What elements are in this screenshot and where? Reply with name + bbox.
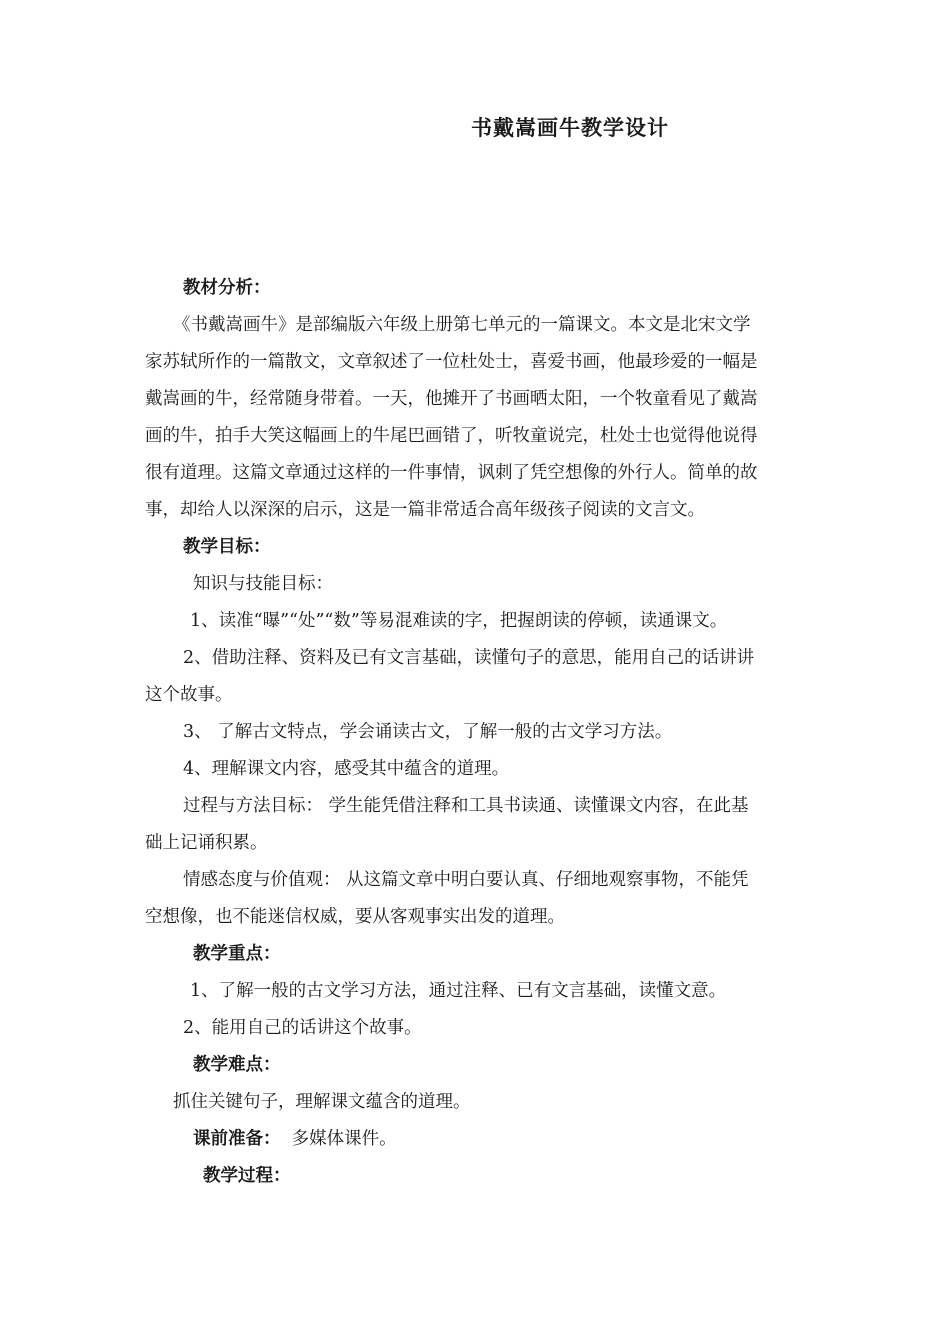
section-heading-goals: 教学目标： <box>183 537 271 557</box>
goal-item-4: 4、理解课文内容，感受其中蕴含的道理。 <box>183 759 510 779</box>
goal-item-1: 1、读准“曝”“处”“数”等易混难读的字，把握朗读的停顿，读通课文。 <box>190 611 728 631</box>
section-heading-process: 教学过程： <box>203 1166 291 1186</box>
paragraph-line: 事，却给人以深深的启示，这是一篇非常适合高年级孩子阅读的文言文。 <box>145 500 705 520</box>
document-title: 书戴嵩画牛教学设计 <box>471 115 669 140</box>
goal-item-3: 3、 了解古文特点，学会诵读古文，了解一般的古文学习方法。 <box>183 722 673 742</box>
process-goal: 过程与方法目标： 学生能凭借注释和工具书读通、读懂课文内容，在此基 <box>183 796 749 816</box>
prep-line <box>145 1121 820 1158</box>
prep-text: 多媒体课件。 <box>280 1129 397 1149</box>
paragraph-line: 戴嵩画的牛，经常随身带着。一天，他摊开了书画晒太阳，一个牧童看见了戴嵩 <box>145 389 758 409</box>
section-heading-difficulty: 教学难点： <box>193 1055 281 1075</box>
document-body <box>145 270 820 1195</box>
paragraph-line: 《书戴嵩画牛》是部编版六年级上册第七单元的一篇课文。本文是北宋文学 <box>173 315 751 335</box>
goal-item-2-cont: 这个故事。 <box>145 685 233 705</box>
paragraph-line: 很有道理。这篇文章通过这样的一件事情，讽刺了凭空想像的外行人。简单的故 <box>145 463 758 483</box>
knowledge-label: 知识与技能目标： <box>193 574 333 594</box>
key-point-1: 1、了解一般的古文学习方法，通过注释、已有文言基础，读懂文意。 <box>190 981 727 1001</box>
key-point-2: 2、能用自己的话讲这个故事。 <box>183 1018 422 1038</box>
difficulty-text: 抓住关键句子，理解课文蕴含的道理。 <box>173 1092 471 1112</box>
section-heading-key-points: 教学重点： <box>193 944 281 964</box>
emotion-goal-cont: 空想像，也不能迷信权威，要从客观事实出发的道理。 <box>145 907 565 927</box>
emotion-goal: 情感态度与价值观： 从这篇文章中明白要认真、仔细地观察事物，不能凭 <box>183 870 749 890</box>
section-heading-material: 教材分析： <box>183 278 271 298</box>
goal-item-2: 2、借助注释、资料及已有文言基础，读懂句子的意思，能用自己的话讲讲 <box>183 648 755 668</box>
process-goal-cont: 础上记诵积累。 <box>145 833 268 853</box>
paragraph-line: 画的牛，拍手大笑这幅画上的牛尾巴画错了，听牧童说完，杜处士也觉得他说得 <box>145 426 758 446</box>
paragraph-line: 家苏轼所作的一篇散文，文章叙述了一位杜处士，喜爱书画，他最珍爱的一幅是 <box>145 352 758 372</box>
section-heading-prep: 课前准备： <box>193 1129 281 1149</box>
